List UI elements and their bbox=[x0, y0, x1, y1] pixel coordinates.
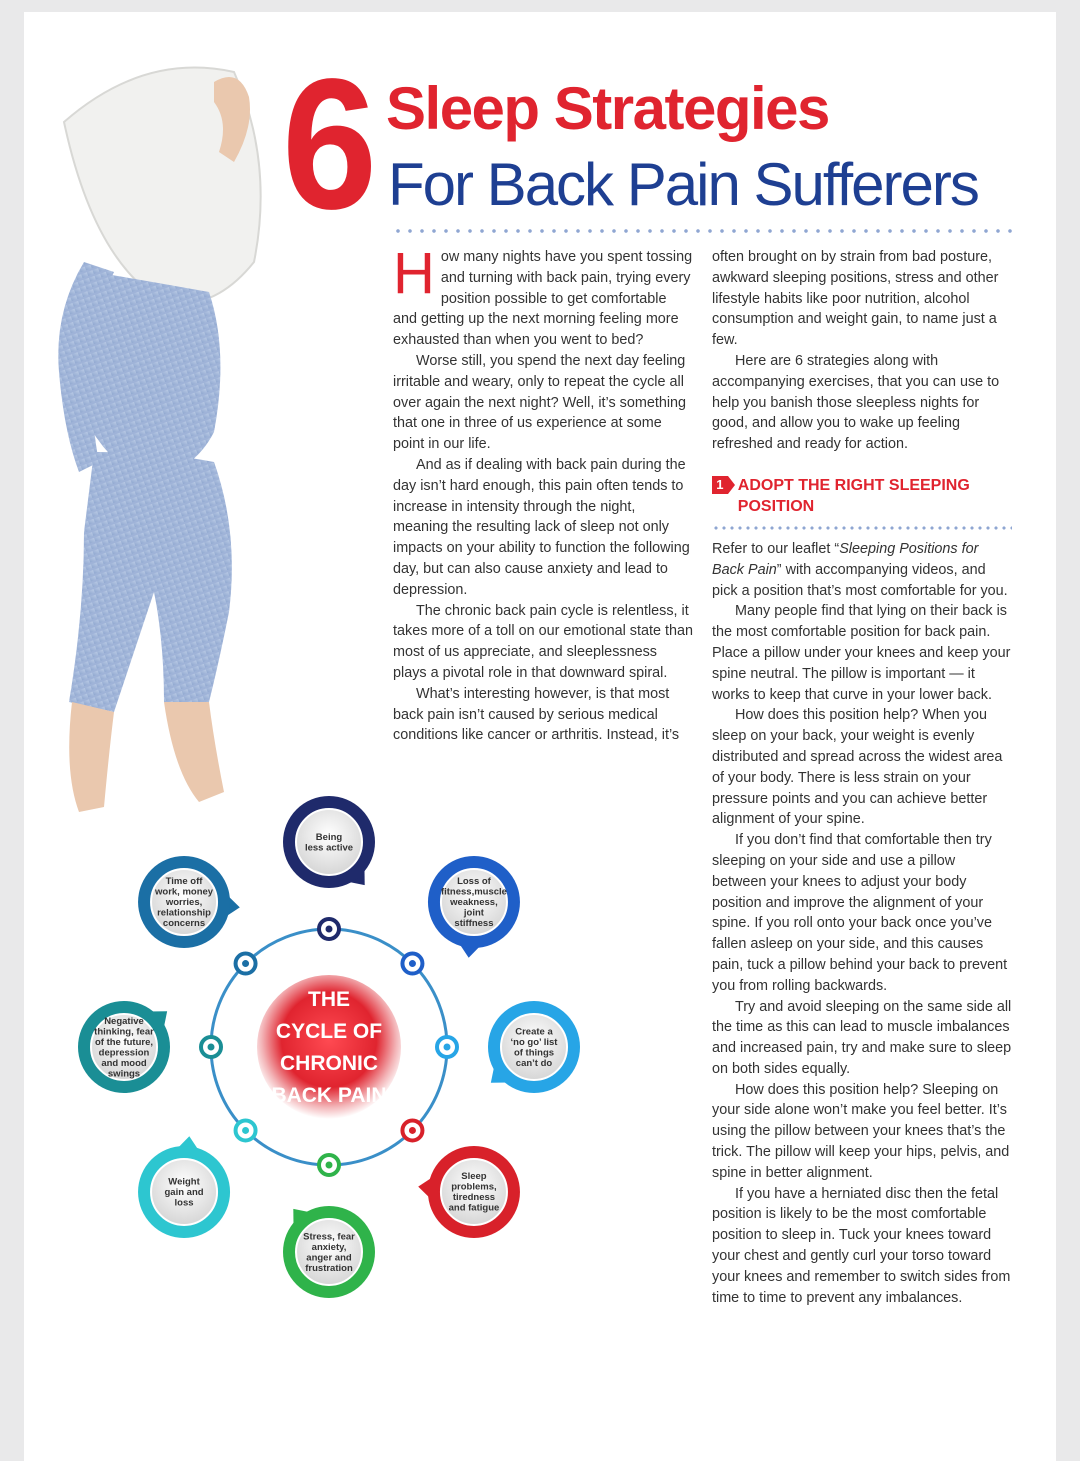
bubble-label: loss bbox=[174, 1197, 194, 1209]
strategy-1-paragraph-1: Refer to our leaflet “Sleeping Positions for Back Pain” with accompanying videos, and pick a position that’s most comfortable for you. bbox=[712, 540, 1008, 599]
cycle-bubble bbox=[283, 1206, 375, 1298]
cycle-node-dot bbox=[208, 1044, 215, 1051]
cycle-bubble bbox=[78, 1001, 170, 1093]
intro-paragraph-3: And as if dealing with back pain during the day isn’t hard enough, this pain often tends to increase in intensity through the night, meaning the resulting lack of sleep not only impacts on your ability to function the following day, but can also cause anxiety and lead to depression. bbox=[393, 456, 690, 598]
cycle-node-dot bbox=[444, 1044, 451, 1051]
cycle-bubble bbox=[138, 1136, 230, 1238]
bubble-label: Negative bbox=[104, 1015, 144, 1027]
bubble-label: work, money bbox=[155, 886, 214, 898]
cycle-node-dot bbox=[409, 960, 416, 967]
bubble-label: anxiety, bbox=[311, 1241, 347, 1253]
bubble-label: Loss of bbox=[457, 876, 491, 888]
dotted-divider bbox=[392, 227, 1012, 235]
intro-paragraph-6: often brought on by strain from bad posture, awkward sleeping positions, stress and other lifestyle habits like poor nutrition, alcohol consumption and weight gain, to name just a few. bbox=[712, 249, 999, 349]
cycle-node-dot bbox=[242, 960, 249, 967]
bubble-label: Create a bbox=[515, 1026, 553, 1038]
strategy-1-paragraph-5: Try and avoid sleeping on the same side all the time as this can lead to muscle imbalances and increased pain, try and make sure to sleep on both sides equally. bbox=[712, 998, 1012, 1077]
bubble-label: problems, bbox=[451, 1181, 497, 1193]
bubble-label: and fatigue bbox=[448, 1202, 500, 1214]
chronic-back-pain-cycle-diagram bbox=[94, 782, 564, 1342]
cycle-node-dot bbox=[326, 1162, 333, 1169]
bubble-label: ‘no go’ list bbox=[510, 1036, 558, 1048]
title-number: 6 bbox=[282, 41, 374, 248]
sleeping-person-illustration bbox=[24, 12, 444, 872]
bubble-label: Stress, fear bbox=[303, 1231, 355, 1243]
strategy-1-title: ADOPT THE RIGHT SLEEPING POSITION bbox=[737, 476, 970, 515]
bubble-label: tiredness bbox=[452, 1192, 496, 1204]
cycle-node-dot bbox=[242, 1127, 249, 1134]
bubble-label: depression bbox=[98, 1047, 150, 1059]
bubble-label: gain and bbox=[164, 1186, 204, 1198]
drop-cap: H bbox=[393, 241, 435, 306]
cycle-center bbox=[257, 975, 401, 1119]
intro-paragraph-5: What’s interesting however, is that most back pain isn’t caused by serious medical conditions like cancer or arthritis. Instead, it’s bbox=[393, 685, 680, 744]
bubble-label: of things bbox=[513, 1047, 555, 1059]
bubble-label: Weight bbox=[168, 1176, 200, 1188]
center-label: BACK PAIN bbox=[271, 1084, 387, 1107]
intro-paragraph-4: The chronic back pain cycle is relentless, it takes more of a toll on our emotional state than most of us appreciate, and sleeplessness plays a pivotal role in that downward spiral. bbox=[393, 602, 693, 681]
strategy-1-heading bbox=[712, 475, 1012, 517]
cycle-bubble bbox=[428, 856, 520, 958]
strategy-1-paragraph-4: If you don’t find that comfortable then try sleeping on your side and use a pillow between your knees to adjust your body position and improve the alignment of your spine. If you roll onto your back once you’ve fallen asleep on your side, and this causes pain, tuck a pillow behind your back to prevent you from rolling backwards. bbox=[712, 832, 1008, 994]
bubble-label: Time off bbox=[165, 876, 203, 888]
strategy-1-paragraph-6: How does this position help? Sleeping on your side alone won’t make you feel better. It’s using the pillow between your knees that’s the trick. The pillow will keep your hips, pelvis, and spine in better alignment. bbox=[712, 1081, 1010, 1181]
bubble-label: Being bbox=[315, 831, 343, 843]
bubble-label: anger and bbox=[306, 1252, 352, 1264]
cycle-bubble bbox=[283, 796, 375, 888]
center-label: THE bbox=[308, 988, 350, 1011]
bubble-label: relationship bbox=[157, 907, 211, 919]
bubble-label: joint bbox=[463, 907, 484, 919]
intro-paragraph-7: Here are 6 strategies along with accompanying exercises, that you can use to help you banish those sleepless nights for good, and allow you to wake up feeling refreshed and ready for action. bbox=[712, 352, 1000, 453]
bubble-label: stiffness bbox=[454, 918, 494, 930]
magazine-page bbox=[24, 12, 1056, 1461]
center-label: CYCLE OF bbox=[275, 1020, 383, 1043]
article-column-2 bbox=[712, 247, 1012, 1308]
cycle-bubble bbox=[138, 856, 240, 948]
bubble-label: and mood bbox=[101, 1057, 147, 1069]
title-line-1: Sleep Strategies bbox=[386, 75, 829, 142]
article-column-1 bbox=[393, 241, 693, 746]
bubble-label: weakness, bbox=[450, 897, 498, 909]
cycle-bubble bbox=[418, 1146, 520, 1238]
cycle-node-dot bbox=[409, 1127, 416, 1134]
strategy-1-paragraph-2: Many people find that lying on their back is the most comfortable position for back pain. Place a pillow under your knees and keep your spine neutral. The pillow is important — it works to keep that curve in your lower back. bbox=[712, 603, 1011, 703]
bubble-label: can’t do bbox=[515, 1057, 553, 1069]
bubble-label: of the future, bbox=[94, 1036, 154, 1048]
strategy-1-paragraph-7: If you have a herniated disc then the fetal position is likely to be the most comfortable position to sleep in. Tuck your knees toward your chest and gently curl your torso toward your knees and remember to switch sides from time to time to prevent any imbalances. bbox=[712, 1185, 1011, 1306]
strategy-1-paragraph-3: How does this position help? When you sleep on your back, your weight is evenly distributed and spread across the widest area of your body. There is less strain on your pressure points and you can achieve better alignment of your spine. bbox=[712, 707, 1003, 828]
bubble-label: concerns bbox=[162, 918, 206, 930]
bubble-label: less active bbox=[304, 842, 354, 854]
bubble-label: swings bbox=[107, 1068, 141, 1080]
bubble-label: worries, bbox=[165, 897, 203, 909]
intro-paragraph-2: Worse still, you spend the next day feeling irritable and weary, only to repeat the cycle all over again the next night? Well, it’s something that one in three of us experience at some point in our life. bbox=[393, 352, 687, 453]
strategy-number-badge: 1 bbox=[712, 476, 728, 494]
cycle-node-dot bbox=[326, 926, 333, 933]
intro-paragraph-1: How many nights have you spent tossing and turning with back pain, trying every position possible to get comfortable and getting up the next morning feeling more exhausted than when you went to bed? bbox=[393, 241, 693, 349]
title-line-2: For Back Pain Sufferers bbox=[388, 151, 978, 218]
bubble-label: frustration bbox=[305, 1262, 353, 1274]
bubble-label: thinking, fear bbox=[94, 1026, 154, 1038]
cycle-bubble bbox=[488, 1001, 580, 1093]
center-label: CHRONIC bbox=[280, 1052, 378, 1075]
bubble-label: Sleep bbox=[461, 1171, 487, 1183]
dotted-divider-section bbox=[712, 525, 1012, 531]
bubble-label: fitness,muscle bbox=[440, 886, 507, 898]
